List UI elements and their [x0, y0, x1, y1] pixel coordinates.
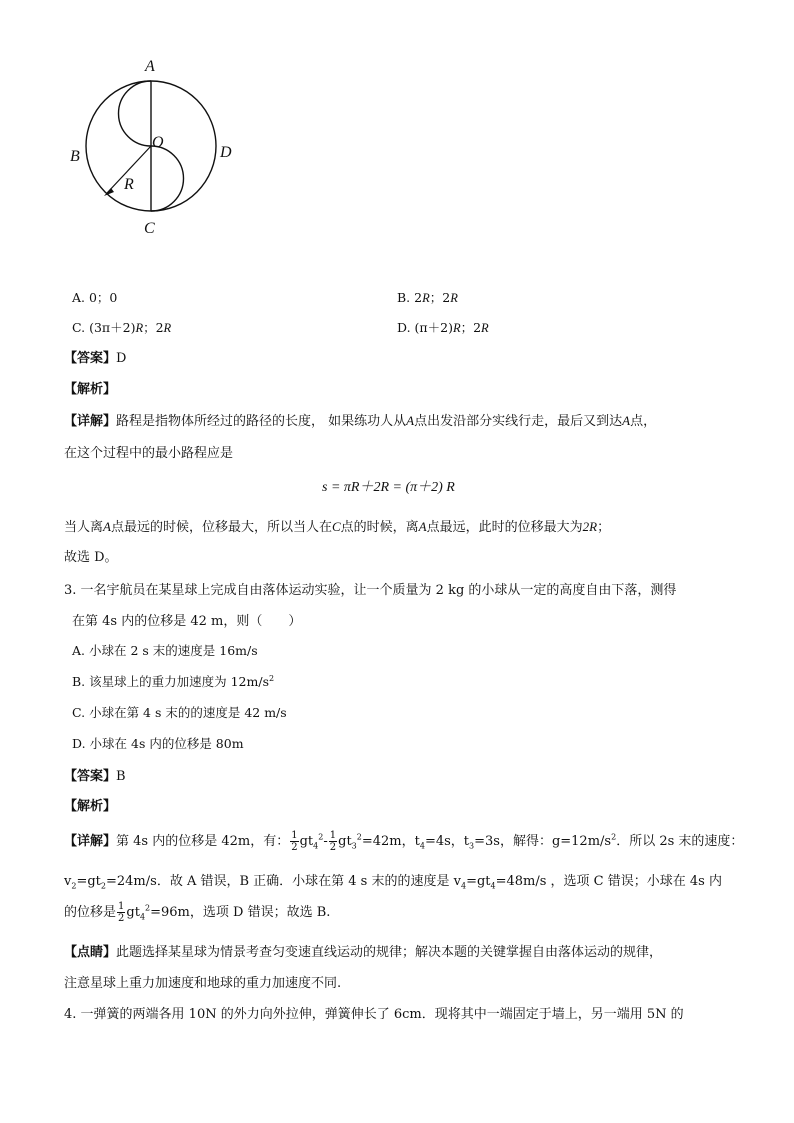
option-c: C. (3π＋2)R；2R: [72, 320, 172, 335]
q3-stem-2: 在第 4s 内的位移是 42 m，则（ ）: [72, 614, 302, 629]
q3-detail-line-1: 【详解】第 4s 内的位移是 42m，有： $\frac{1}{2}$ $gt_4^2-$ $\frac{1}{2}$ $gt_3^2=42m$，$t_4=4s$，$t_3=3s$，解得：$g=12m/s^2$．所以 2s 末的速度：: [64, 830, 744, 853]
fraction-half: $\frac{1}{2}$: [329, 830, 337, 853]
q3-option-c: C. 小球在第 4 s 末的的速度是 42 m/s: [72, 705, 287, 720]
analysis-heading: 【解析】: [64, 382, 117, 397]
detail-line-4: 故选 D。: [64, 550, 118, 565]
q3-answer-line: 【答案】B: [64, 769, 126, 784]
q3-option-d: D. 小球在 4s 内的位移是 80m: [72, 736, 244, 751]
q3-option-b: B. 该星球上的重力加速度为 $12m/s^2$: [72, 673, 275, 689]
label-O: O: [152, 134, 164, 151]
q3-tip-line-2: 注意星球上重力加速度和地球的重力加速度不同.: [64, 976, 342, 991]
label-A: A: [145, 58, 155, 75]
label-R: R: [124, 176, 134, 193]
detail-line-1: 【详解】路程是指物体所经过的路径的长度， 如果练功人从A点出发沿部分实线行走，最后又到达A点，: [64, 413, 657, 429]
answer-line: 【答案】D: [64, 351, 127, 366]
q3-stem-1: 3. 一名宇航员在某星球上完成自由落体运动实验，让一个质量为 2 kg 的小球从一定的高度自由下落，测得: [64, 583, 677, 598]
q4-stem-1: 4. 一弹簧的两端各用 10N 的外力向外拉伸，弹簧伸长了 6cm．现将其中一端固定于墙上，另一端用 5N 的: [64, 1007, 684, 1022]
q3-option-a: A. 小球在 2 s 末的速度是 16m/s: [72, 643, 258, 658]
circle-figure: [62, 58, 252, 244]
fraction-half: $\frac{1}{2}$: [291, 830, 298, 853]
option-d: D. (π＋2)R；2R: [397, 320, 489, 335]
formula: s = πR＋2R = (π＋2) R: [322, 480, 455, 495]
option-b: B. 2R；2R: [397, 290, 458, 305]
q3-tip-line-1: 【点睛】此题选择某星球为情景考查匀变速直线运动的规律；解决本题的关键掌握自由落体运动的规律，: [64, 945, 663, 960]
detail-line-3: 当人离A点最远的时候，位移最大，所以当人在C点的时候，离A点最远，此时的位移最大为2R；: [64, 519, 611, 535]
label-D: D: [220, 144, 232, 161]
q3-analysis-heading: 【解析】: [64, 799, 117, 814]
detail-line-2: 在这个过程中的最小路程应是: [64, 446, 234, 461]
q3-detail-line-2: $v_2=gt_2=24m/s$．故 A 错误，B 正确．小球在第 4 s 末的的速度是 $v_4=gt_4=48m/s$ ，选项 C 错误；小球在 4s 内: [64, 874, 722, 891]
label-C: C: [144, 220, 155, 237]
label-B: B: [70, 148, 80, 165]
q3-detail-line-3: 的位移是 $\frac{1}{2}$ $gt_4^2=96m$，选项 D 错误；故选 B.: [64, 901, 331, 924]
option-a: A. 0；0: [72, 290, 118, 305]
fraction-half: $\frac{1}{2}$: [118, 901, 125, 924]
